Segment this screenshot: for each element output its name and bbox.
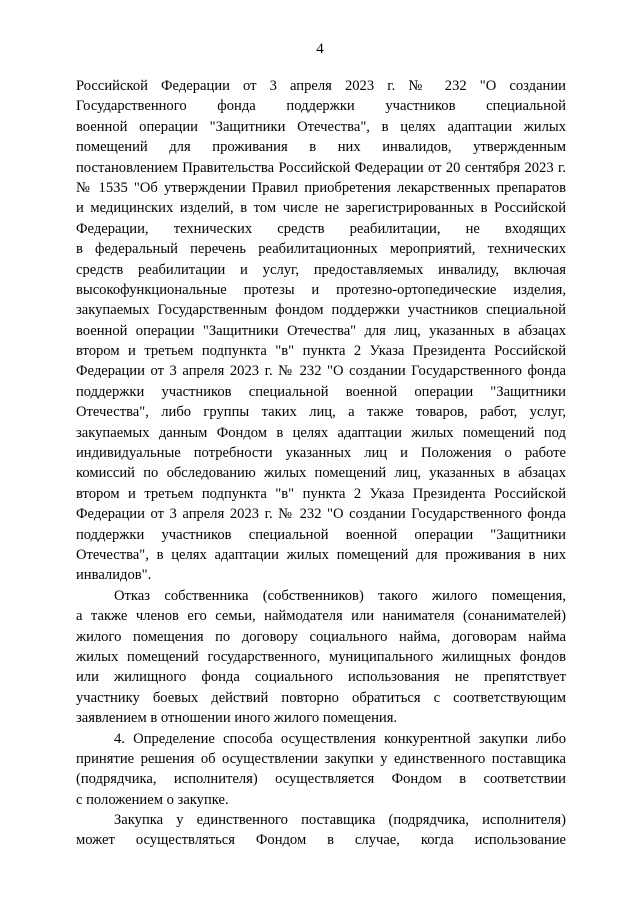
- text-line: Отечества", в целях адаптации жилых помещений для проживания в них: [76, 546, 566, 563]
- text-line: принятие решения об осуществлении закупки у единственного поставщика: [76, 750, 566, 767]
- text-line: может осуществляться Фондом в случае, когда использование: [76, 832, 566, 849]
- text-line: военной операции "Защитники Отечества" для лиц, указанных в абзацах: [76, 322, 566, 339]
- text-line: или жилищного фонда социального использования не препятствует: [76, 669, 566, 686]
- text-line: закупаемых Государственным фондом поддержки участников специальной: [76, 302, 566, 319]
- text-line: Государственного фонда поддержки участников специальной: [76, 98, 566, 115]
- text-line: инвалидов".: [76, 567, 152, 584]
- text-line: закупаемых данным Фондом в целях адаптации жилых помещений под: [76, 424, 566, 441]
- paragraph-first-line: 4. Определение способа осуществления конкурентной закупки либо: [114, 730, 566, 747]
- text-line: средств реабилитации и услуг, предоставляемых инвалиду, включая: [76, 261, 566, 278]
- paragraph-first-line: Закупка у единственного поставщика (подрядчика, исполнителя): [114, 812, 566, 829]
- text-line: с положением о закупке.: [76, 791, 229, 808]
- text-line: поддержки участников специальной военной операции "Защитники: [76, 526, 566, 543]
- text-line: в федеральный перечень реабилитационных мероприятий, технических: [76, 241, 566, 258]
- text-line: а также членов его семьи, наймодателя или нанимателя (сонанимателей): [76, 608, 566, 625]
- document-body: [76, 76, 566, 851]
- text-line: поддержки участников специальной военной операции "Защитники: [76, 383, 566, 400]
- text-line: заявлением в отношении иного жилого помещения.: [76, 710, 398, 727]
- page-number: 4: [316, 41, 324, 57]
- text-line: жилого помещения по договору социального найма, договорам найма: [76, 628, 566, 645]
- text-line: Федерации от 3 апреля 2023 г. № 232 "О создании Государственного фонда: [76, 363, 566, 380]
- text-line: № 1535 "Об утверждении Правил приобретения лекарственных препаратов: [76, 179, 566, 196]
- text-line: постановлением Правительства Российской Федерации от 20 сентября 2023 г.: [76, 159, 566, 176]
- text-line: комиссий по обследованию жилых помещений лиц, указанных в абзацах: [76, 465, 566, 482]
- text-line: Федерации, технических средств реабилитации, не входящих: [76, 220, 566, 237]
- text-line: Федерации от 3 апреля 2023 г. № 232 "О создании Государственного фонда: [76, 506, 566, 523]
- text-line: и медицинских изделий, в том числе не зарегистрированных в Российской: [76, 200, 566, 217]
- text-line: высокофункциональные протезы и протезно-ортопедические изделия,: [76, 281, 566, 298]
- text-line: военной операции "Защитники Отечества", в целях адаптации жилых: [76, 118, 566, 135]
- text-line: Российской Федерации от 3 апреля 2023 г. № 232 "О создании: [76, 78, 566, 94]
- paragraph-first-line: Отказ собственника (собственников) такого жилого помещения,: [114, 587, 566, 604]
- text-line: (подрядчика, исполнителя) осуществляется Фондом в соответствии: [76, 771, 566, 788]
- text-line: индивидуальные потребности указанных лиц и Положения о работе: [76, 445, 566, 462]
- text-line: жилых помещений государственного, муниципального жилищных фондов: [76, 648, 566, 665]
- text-line: Отечества", либо группы таких лиц, а также товаров, работ, услуг,: [76, 404, 566, 421]
- text-line: втором и третьем подпункта "в" пункта 2 Указа Президента Российской: [76, 485, 566, 502]
- text-line: втором и третьем подпункта "в" пункта 2 Указа Президента Российской: [76, 343, 566, 360]
- text-line: помещений для проживания в них инвалидов, утвержденным: [76, 139, 566, 156]
- text-line: участнику боевых действий повторно обратиться с соответствующим: [76, 689, 566, 706]
